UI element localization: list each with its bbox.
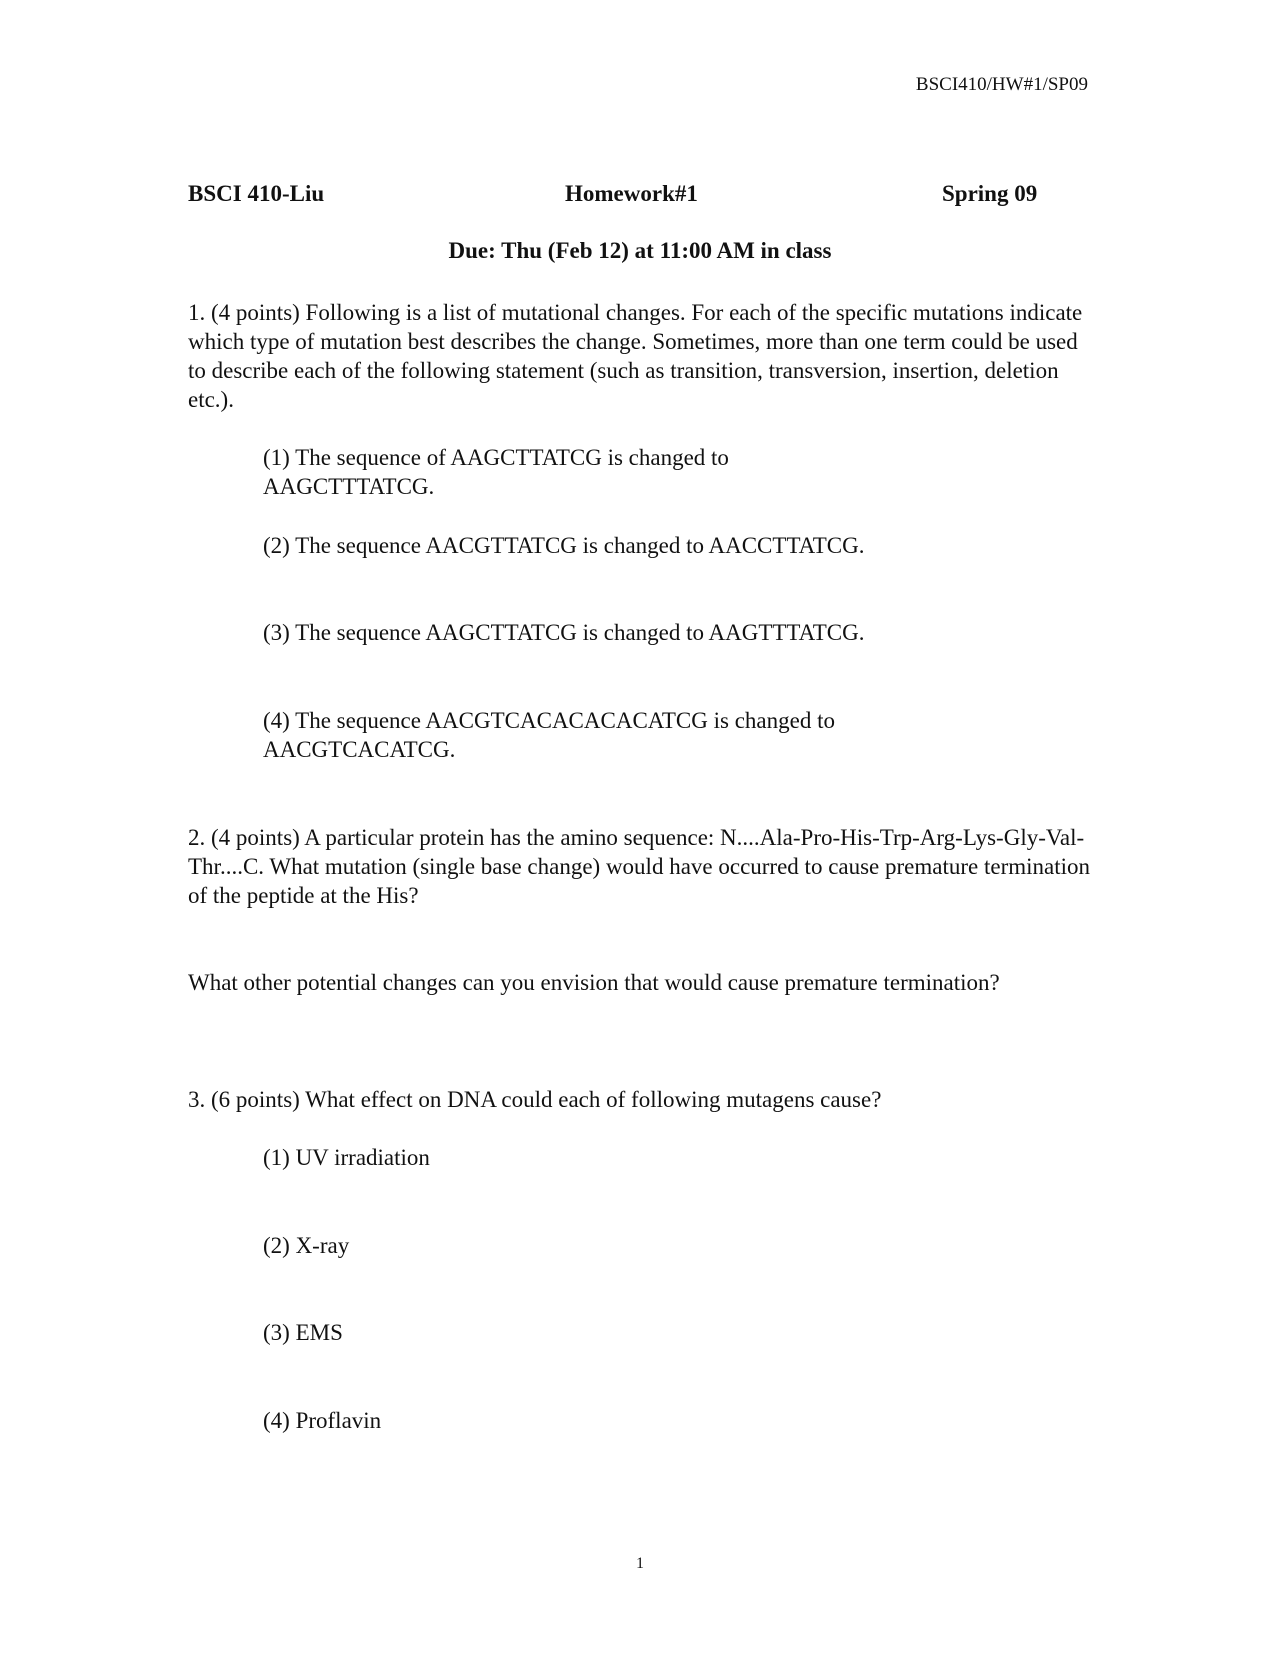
question-1-item: (2) The sequence AACGTTATCG is changed to AACCTTATCG. [263,533,865,558]
question-3-text: 3. (6 points) What effect on DNA could each of following mutagens cause? [188,1087,882,1112]
assignment-title: Homework#1 [565,181,698,206]
question-2-followup: What other potential changes can you envision that would cause premature termination? [188,970,1000,995]
page-number: 1 [636,1555,644,1572]
question-1-text: 1. (4 points) Following is a list of mutational changes. For each of the specific mutations indicate which type of mutation best describes the change. Sometimes, more than one term could be used to describe each of the following statement (such as transition, transversion, insertion, deletion etc.). [188,300,1083,412]
due-date: Due: Thu (Feb 12) at 11:00 AM in class [448,238,832,263]
question-1-item: (4) The sequence AACGTCACACACACATCG is changed to AACGTCACATCG. [263,708,835,762]
question-3-item: (3) EMS [263,1320,343,1345]
course-title: BSCI 410-Liu [188,181,325,206]
question-3-item: (2) X-ray [263,1233,350,1258]
question-3-item: (4) Proflavin [263,1408,382,1433]
question-1-item: (3) The sequence AAGCTTATCG is changed to AAGTTTATCG. [263,620,865,645]
question-2-text: 2. (4 points) A particular protein has the amino sequence: N....Ala-Pro-His-Trp-Arg-Lys-Gly-Val-Thr....C. What mutation (single base change) would have occurred to cause premature termination of the peptide at the His? [188,825,1091,908]
question-1-item: (1) The sequence of AAGCTTATCG is changed to AAGCTTTATCG. [263,445,729,499]
question-3-item: (1) UV irradiation [263,1145,430,1170]
term-title: Spring 09 [942,181,1038,206]
document-code: BSCI410/HW#1/SP09 [915,74,1088,95]
